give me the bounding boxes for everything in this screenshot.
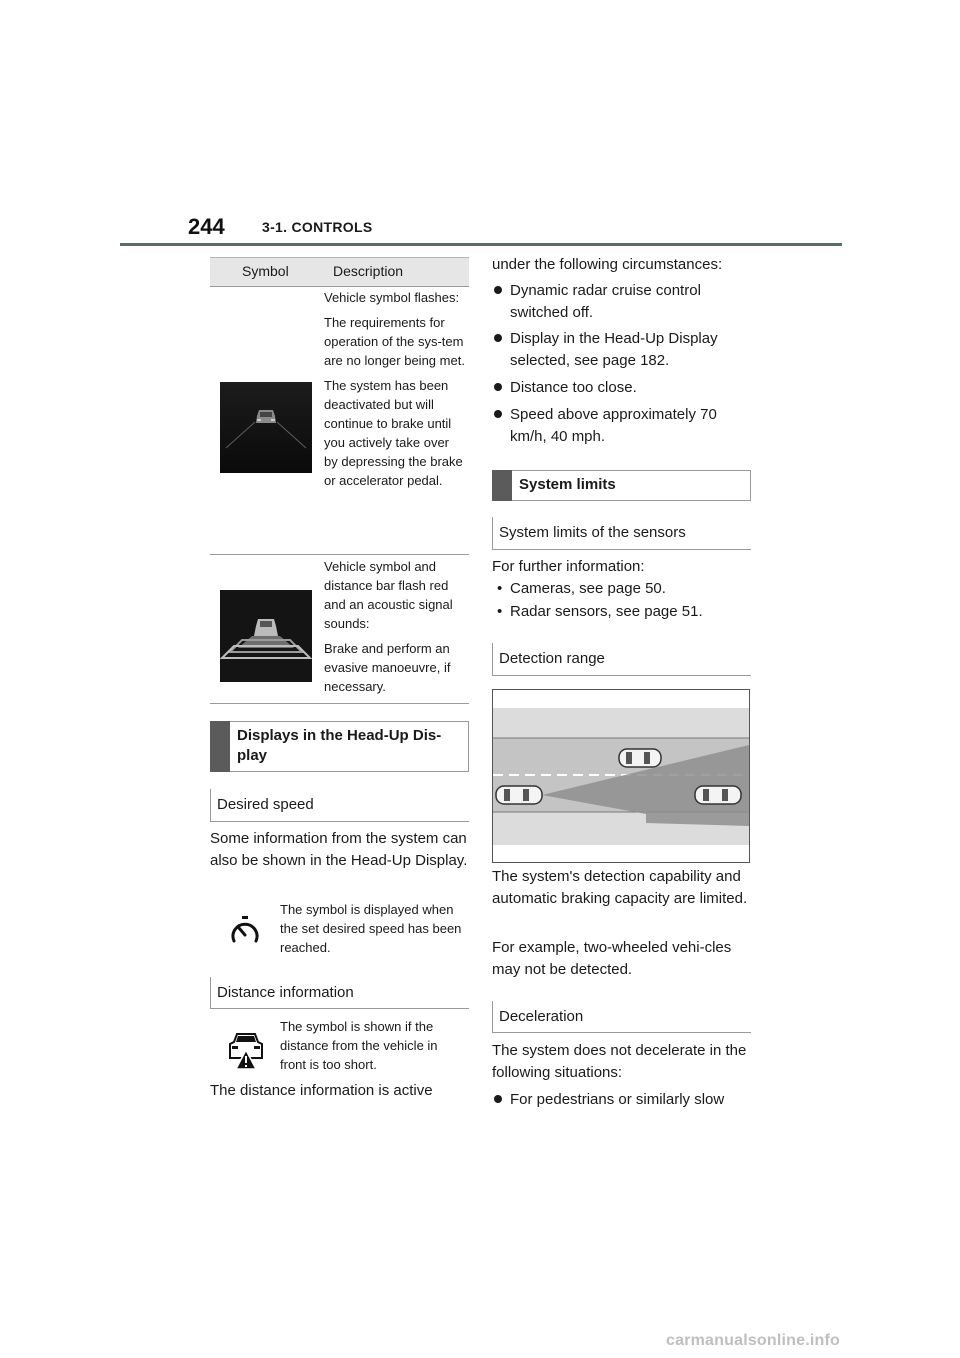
system-limits-heading [492, 470, 751, 501]
two-wheeled-example-text: For example, two-wheeled vehi-cles may not be detected. [492, 939, 732, 978]
bullet-icon [494, 334, 502, 342]
distance-information-description: The symbol is shown if the distance from the vehicle in front is too short. [280, 1019, 438, 1072]
bullet-item: Dynamic radar cruise control switched off. [510, 282, 701, 321]
circumstances-text: under the following circumstances: [492, 256, 723, 273]
bullet-icon [494, 1095, 502, 1103]
page-number: 244 [188, 214, 225, 239]
heading-underline [210, 821, 469, 822]
deceleration-text: The system does not decelerate in the following situations: [492, 1042, 747, 1081]
hud-heading-text: Displays in the Head-Up Dis-play [237, 727, 442, 764]
row2-line-1: Vehicle symbol and distance bar flash red and an acoustic signal sounds: [324, 559, 453, 631]
table-header [210, 257, 469, 287]
bullet-icon [494, 383, 502, 391]
distance-warning-icon [226, 1030, 266, 1072]
row2-description [324, 557, 466, 702]
list-bullet: • [497, 603, 503, 620]
detection-capability-text: The system's detection capability and automatic braking capacity are limited. [492, 868, 748, 907]
distance-active-text: The distance information is active [210, 1082, 433, 1099]
bullet-item: Distance too close. [510, 379, 637, 396]
table-bottom-rule [210, 703, 469, 704]
heading-underline [492, 675, 751, 676]
row2-line-2: Brake and perform an evasive manoeuvre, if necessary. [324, 641, 451, 694]
row1-line-3: The system has been deactivated but will continue to brake until you actively take over by depressing the brake or accelerator pedal. [324, 378, 463, 488]
header-rule [120, 243, 842, 246]
sensor-limits-heading: System limits of the sensors [499, 524, 686, 541]
desired-speed-description: The symbol is displayed when the set desired speed has been reached. [280, 902, 462, 955]
deceleration-bullet: For pedestrians or similarly slow [510, 1091, 725, 1108]
distance-information-heading: Distance information [217, 984, 354, 1001]
heading-tick [492, 1001, 493, 1033]
col-symbol: Symbol [242, 263, 289, 279]
bullet-item: Speed above approximately 70 km/h, 40 mph. [510, 406, 717, 445]
detection-range-diagram [492, 689, 750, 863]
bullet-icon [494, 410, 502, 418]
desired-speed-heading: Desired speed [217, 796, 314, 813]
vehicle-symbol-lines-icon [220, 382, 312, 473]
watermark[interactable]: carmanualsonline.info [666, 1332, 841, 1349]
list-bullet: • [497, 580, 503, 597]
hud-intro-text: Some information from the system can also be shown in the Head-Up Display. [210, 830, 468, 869]
table-row-divider [210, 554, 469, 555]
heading-bar [492, 470, 512, 501]
hud-heading [210, 721, 469, 772]
col-description: Description [333, 263, 404, 279]
heading-underline [210, 1008, 469, 1009]
heading-underline [492, 1032, 751, 1033]
heading-tick [210, 789, 211, 821]
chapter-title: 3-1. CONTROLS [262, 219, 373, 235]
heading-bar [210, 721, 230, 772]
row1-line-2: The requirements for operation of the sys-tem are no longer being met. [324, 315, 465, 368]
further-item-radar: Radar sensors, see page 51. [510, 603, 703, 620]
detection-range-heading: Detection range [499, 650, 605, 667]
row1-line-1: Vehicle symbol flashes: [324, 290, 460, 305]
vehicle-distance-bar-icon [220, 590, 312, 682]
deceleration-heading: Deceleration [499, 1008, 584, 1025]
heading-tick [492, 517, 493, 550]
heading-tick [210, 977, 211, 1009]
bullet-icon [494, 286, 502, 294]
further-info-text: For further information: [492, 558, 645, 575]
desired-speed-icon [228, 915, 262, 949]
bullet-item: Display in the Head-Up Display selected, see page 182. [510, 330, 718, 369]
further-item-cameras: Cameras, see page 50. [510, 580, 666, 597]
row1-description [324, 288, 466, 496]
heading-underline [492, 549, 751, 550]
heading-tick [492, 643, 493, 675]
system-limits-heading-text: System limits [519, 476, 616, 493]
